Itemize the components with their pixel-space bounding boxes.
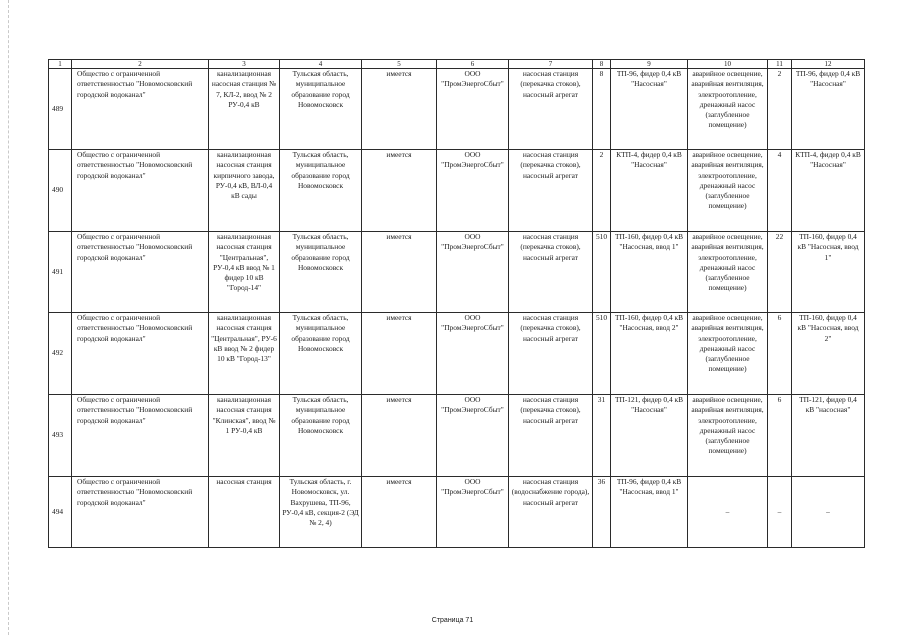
organization-cell: Общество с ограниченной ответственностью "Новомосковский городской водоканал" — [72, 69, 209, 150]
emergency-power-cell: 4 — [768, 150, 792, 232]
supplier-cell: ООО "ПромЭнергоСбыт" — [437, 150, 509, 232]
column-number: 5 — [362, 60, 437, 69]
organization-cell: Общество с ограниченной ответственностью "Новомосковский городской водоканал" — [72, 232, 209, 313]
availability-cell: имеется — [362, 313, 437, 395]
availability-cell: имеется — [362, 150, 437, 232]
power-cell: 510 — [593, 313, 611, 395]
column-number: 10 — [688, 60, 768, 69]
table-row — [49, 232, 865, 313]
table-row — [49, 69, 865, 150]
equipment-cell: насосная станция (перекачка стоков), насосный агрегат — [509, 150, 593, 232]
feeder-cell: ТП-96, фидер 0,4 кВ "Насосная" — [611, 69, 688, 150]
table-row — [49, 313, 865, 395]
availability-cell: имеется — [362, 395, 437, 477]
power-cell: 2 — [593, 150, 611, 232]
organization-cell: Общество с ограниченной ответственностью "Новомосковский городской водоканал" — [72, 313, 209, 395]
address-cell: Тульская область, муниципальное образование город Новомосковск — [280, 69, 362, 150]
equipment-cell: насосная станция (водоснабжение города), насосный агрегат — [509, 477, 593, 548]
column-number: 9 — [611, 60, 688, 69]
power-cell: 36 — [593, 477, 611, 548]
availability-cell: имеется — [362, 477, 437, 548]
organization-cell: Общество с ограниченной ответственностью "Новомосковский городской водоканал" — [72, 395, 209, 477]
row-number: 492 — [49, 313, 72, 395]
row-number: 489 — [49, 69, 72, 150]
emergency-power-cell: 2 — [768, 69, 792, 150]
equipment-cell: насосная станция (перекачка стоков), насосный агрегат — [509, 69, 593, 150]
column-number: 1 — [49, 60, 72, 69]
row-number: 493 — [49, 395, 72, 477]
emergency-feeder-cell: ТП-160, фидер 0,4 кВ "Насосная, ввод 2" — [792, 313, 865, 395]
column-number-row — [49, 60, 865, 69]
register-table — [48, 59, 865, 548]
column-number: 3 — [209, 60, 280, 69]
column-number: 8 — [593, 60, 611, 69]
emergency-load-cell: аварийное освещение, аварийная вентиляция, электроотопление, дренажный насос (заглубленное помещение) — [688, 313, 768, 395]
emergency-feeder-cell: – — [792, 477, 865, 548]
supplier-cell: ООО "ПромЭнергоСбыт" — [437, 69, 509, 150]
column-number: 2 — [72, 60, 209, 69]
feeder-cell: ТП-121, фидер 0,4 кВ "Насосная" — [611, 395, 688, 477]
feeder-cell: ТП-160, фидер 0,4 кВ "Насосная, ввод 1" — [611, 232, 688, 313]
emergency-load-cell: аварийное освещение, аварийная вентиляция, электроотопление, дренажный насос (заглубленное помещение) — [688, 150, 768, 232]
column-number: 12 — [792, 60, 865, 69]
object-cell: канализационная насосная станция "Клинская", ввод № 1 РУ-0,4 кВ — [209, 395, 280, 477]
emergency-load-cell: аварийное освещение, аварийная вентиляция, электроотопление, дренажный насос (заглубленное помещение) — [688, 232, 768, 313]
object-cell: канализационная насосная станция кирпичного завода, РУ-0,4 кВ, ВЛ-0,4 кВ сады — [209, 150, 280, 232]
supplier-cell: ООО "ПромЭнергоСбыт" — [437, 232, 509, 313]
table-row — [49, 395, 865, 477]
column-number: 11 — [768, 60, 792, 69]
address-cell: Тульская область, муниципальное образование город Новомосковск — [280, 232, 362, 313]
row-number: 491 — [49, 232, 72, 313]
address-cell: Тульская область, муниципальное образование город Новомосковск — [280, 395, 362, 477]
organization-cell: Общество с ограниченной ответственностью "Новомосковский городской водоканал" — [72, 150, 209, 232]
object-cell: канализационная насосная станция "Центральная", РУ-0,4 кВ ввод № 1 фидер 10 кВ "Город-14" — [209, 232, 280, 313]
column-number: 6 — [437, 60, 509, 69]
emergency-load-cell: – — [688, 477, 768, 548]
equipment-cell: насосная станция (перекачка стоков), насосный агрегат — [509, 395, 593, 477]
object-cell: насосная станция — [209, 477, 280, 548]
emergency-power-cell: 22 — [768, 232, 792, 313]
supplier-cell: ООО "ПромЭнергоСбыт" — [437, 477, 509, 548]
column-number: 4 — [280, 60, 362, 69]
table-row — [49, 150, 865, 232]
power-cell: 31 — [593, 395, 611, 477]
row-number: 490 — [49, 150, 72, 232]
object-cell: канализационная насосная станция № 7, КЛ-2, ввод № 2 РУ-0,4 кВ — [209, 69, 280, 150]
supplier-cell: ООО "ПромЭнергоСбыт" — [437, 313, 509, 395]
address-cell: Тульская область, г. Новомосковск, ул. Вахрушева, ТП-96, РУ-0,4 кВ, секция-2 (ЭД № 2, 4) — [280, 477, 362, 548]
organization-cell: Общество с ограниченной ответственностью "Новомосковский городской водоканал" — [72, 477, 209, 548]
emergency-power-cell: 6 — [768, 395, 792, 477]
address-cell: Тульская область, муниципальное образование город Новомосковск — [280, 313, 362, 395]
equipment-cell: насосная станция (перекачка стоков), насосный агрегат — [509, 232, 593, 313]
emergency-feeder-cell: КТП-4, фидер 0,4 кВ "Насосная" — [792, 150, 865, 232]
emergency-feeder-cell: ТП-160, фидер 0,4 кВ "Насосная, ввод 1" — [792, 232, 865, 313]
feeder-cell: ТП-160, фидер 0,4 кВ "Насосная, ввод 2" — [611, 313, 688, 395]
emergency-load-cell: аварийное освещение, аварийная вентиляция, электроотопление, дренажный насос (заглубленное помещение) — [688, 69, 768, 150]
emergency-feeder-cell: ТП-96, фидер 0,4 кВ "Насосная" — [792, 69, 865, 150]
availability-cell: имеется — [362, 232, 437, 313]
supplier-cell: ООО "ПромЭнергоСбыт" — [437, 395, 509, 477]
equipment-cell: насосная станция (перекачка стоков), насосный агрегат — [509, 313, 593, 395]
address-cell: Тульская область, муниципальное образование город Новомосковск — [280, 150, 362, 232]
column-number: 7 — [509, 60, 593, 69]
page-edge-line — [8, 0, 10, 635]
emergency-power-cell: 6 — [768, 313, 792, 395]
power-cell: 8 — [593, 69, 611, 150]
table-row — [49, 477, 865, 548]
object-cell: канализационная насосная станция "Центральная", РУ-6 кВ ввод № 2 фидер 10 кВ "Город-13" — [209, 313, 280, 395]
row-number: 494 — [49, 477, 72, 548]
feeder-cell: КТП-4, фидер 0,4 кВ "Насосная" — [611, 150, 688, 232]
availability-cell: имеется — [362, 69, 437, 150]
feeder-cell: ТП-96, фидер 0,4 кВ "Насосная, ввод 1" — [611, 477, 688, 548]
emergency-power-cell: – — [768, 477, 792, 548]
power-cell: 510 — [593, 232, 611, 313]
emergency-load-cell: аварийное освещение, аварийная вентиляция, электроотопление, дренажный насос (заглубленное помещение) — [688, 395, 768, 477]
emergency-feeder-cell: ТП-121, фидер 0,4 кВ "насосная" — [792, 395, 865, 477]
page-number: Страница 71 — [431, 617, 474, 624]
